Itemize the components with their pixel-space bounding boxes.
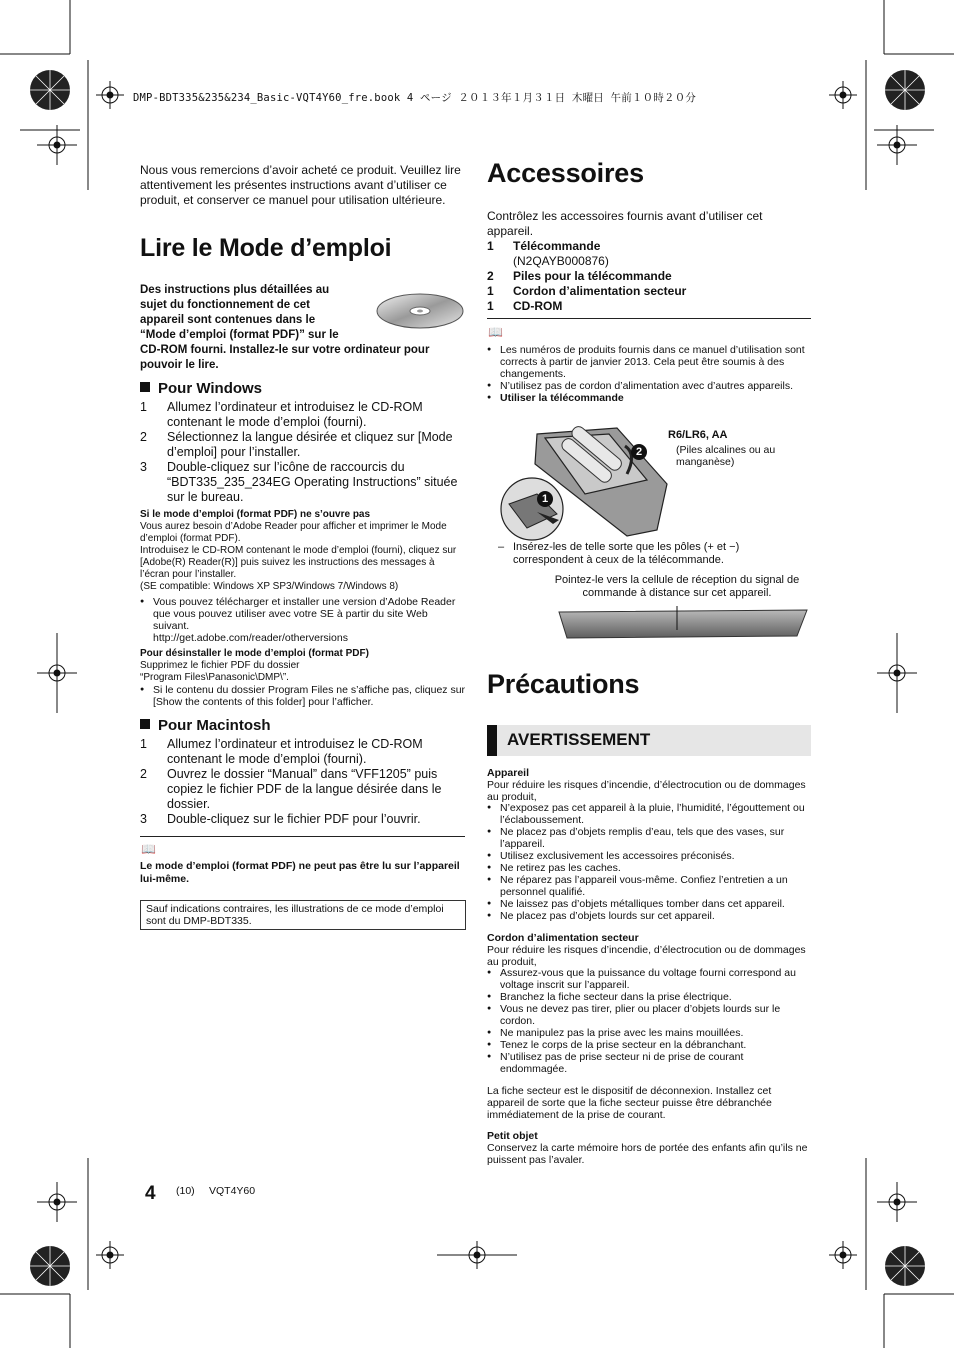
uninstall-bullets	[140, 684, 466, 708]
divider	[140, 836, 465, 837]
appareil-bullets	[487, 802, 811, 922]
list-item: 1 Allumez l’ordinateur et introduisez le CD-ROM contenant le mode d’emploi (fourni).	[140, 737, 423, 766]
doc-code: VQT4Y60	[209, 1185, 256, 1197]
list-item: ● Si le contenu du dossier Program Files ne s’affiche pas, cliquez sur [Show the contents of this folder] pour l’afficher.	[140, 684, 466, 708]
list-item: ● Vous ne devez pas tirer, plier ou placer d’objets lourds sur le cordon.	[487, 1003, 811, 1027]
precautions-title: Précautions	[487, 669, 640, 699]
pdf-fail-bullets	[140, 596, 466, 644]
list-item: ● Utiliser la télécommande	[487, 392, 811, 404]
appareil-section: Appareil Pour réduire les risques d’incendie, d’électrocution ou de dommages au produit,	[487, 767, 806, 803]
cordon-section: Cordon d’alimentation secteur Pour réduire les risques d’incendie, d’électrocution ou de dommages au produit,	[487, 932, 806, 968]
player-illustration	[557, 606, 809, 642]
list-item: ● Assurez-vous que la puissance du voltage fourni correspond au voltage inscrit sur l’appareil.	[487, 967, 811, 991]
list-item: 3 Double-cliquez sur l’icône de raccourcis du “BDT335_235_234EG Operating Instructions” située sur le bureau.	[140, 460, 458, 504]
adobe-url: http://get.adobe.com/reader/otherversions	[153, 632, 348, 644]
list-item: 1 Cordon d’alimentation secteur	[487, 284, 687, 298]
list-item: ● Ne manipulez pas la prise avec les mains mouillées.	[487, 1027, 811, 1039]
pour-windows-heading: Pour Windows	[140, 380, 262, 398]
note-icon: 📖	[488, 325, 503, 339]
list-item: ● N’utilisez pas de prise secteur ni de prise de courant endommagée.	[487, 1051, 811, 1075]
list-item: 3 Double-cliquez sur le fichier PDF pour l’ouvrir.	[140, 812, 421, 826]
windows-steps	[140, 400, 466, 505]
cordon-bullets	[487, 967, 811, 1075]
accessories-notes	[487, 344, 811, 404]
remote-battery-illustration	[497, 424, 677, 542]
list-item: ● N’exposez pas cet appareil à la pluie, l’humidité, l’égouttement ou l’éclaboussement.	[487, 802, 811, 826]
accessories-list	[487, 239, 811, 314]
list-item: 1 Allumez l’ordinateur et introduisez le CD-ROM contenant le mode d’emploi (fourni).	[140, 400, 423, 429]
list-item: ● Vous pouvez télécharger et installer une version d’Adobe Reader que vous pouvez utiliser avec votre SE à partir du site Web suivant. http://get.adobe.com/reader/otherversions	[140, 596, 466, 644]
petit-objet-section: Petit objet Conservez la carte mémoire hors de portée des enfants afin qu’ils ne puissent pas l’avaler.	[487, 1130, 808, 1166]
list-item: ● Tenez le corps de la prise secteur en la débranchant.	[487, 1039, 811, 1051]
step-2-label: 2	[635, 446, 643, 458]
list-item: ● Ne réparez pas l’appareil vous-même. Confiez l’entretien a un personnel qualifié.	[487, 874, 811, 898]
uninstall-section: Pour désinstaller le mode d’emploi (format PDF) Supprimez le fichier PDF du dossier “Program Files\Panasonic\DMP\”.	[140, 648, 369, 683]
list-item: 1 Télécommande (N2QAYB000876)	[487, 239, 609, 268]
insert-note: – Insérez-les de telle sorte que les pôles (+ et −) correspondent à ceux de la télécommande.	[498, 541, 740, 566]
accessoires-title: Accessoires	[487, 158, 644, 188]
cd-rom-icon	[376, 292, 464, 330]
list-item: ● Ne laissez pas d’objets métalliques tomber dans cet appareil.	[487, 898, 811, 910]
list-item: ● Ne placez pas d’objets remplis d’eau, tels que des vases, sur l’appareil.	[487, 826, 811, 850]
illustration-note-box: Sauf indications contraires, les illustrations de ce mode d’emploi sont du DMP-BDT335.	[140, 900, 466, 930]
pdf-fail-section: Si le mode d’emploi (format PDF) ne s’ouvre pas Vous aurez besoin d’Adobe Reader pour afficher et imprimer le Mode d’emploi (format PDF). Introduisez le CD-ROM contenant le mode d’emploi (fourni), cliquez sur [Adobe(R) Reader(R)] puis suivez les instructions des messages à l’écran pour l’installer. (SE compatible: Windows XP SP3/Windows 7/Windows 8)	[140, 509, 457, 592]
cordon-after: La fiche secteur est le dispositif de déconnexion. Installez cet appareil de sorte que la fiche secteur puisse être débranchée immédiatement de la prise de courant.	[487, 1085, 772, 1121]
battery-label: R6/LR6, AA	[668, 429, 728, 441]
list-item: 1 CD-ROM	[487, 299, 563, 313]
step-1-label: 1	[541, 493, 549, 505]
list-item: 2 Piles pour la télécommande	[487, 269, 672, 283]
list-item: ● N’utilisez pas de cordon d’alimentation avec d’autres appareils.	[487, 380, 811, 392]
point-note: Pointez-le vers la cellule de réception du signal de commande à distance sur cet appareil.	[554, 574, 800, 599]
divider	[487, 318, 811, 319]
mac-steps	[140, 737, 466, 827]
accessoires-intro: Contrôlez les accessoires fournis avant d’utiliser cet appareil.	[487, 209, 763, 238]
page-sub: (10)	[176, 1185, 195, 1197]
avertissement-banner: AVERTISSEMENT	[487, 725, 811, 756]
pour-macintosh-heading: Pour Macintosh	[140, 717, 271, 735]
list-item: ● Les numéros de produits fournis dans ce manuel d’utilisation sont corrects à partir de janvier 2013. Cela peut être soumis à des changements.	[487, 344, 811, 380]
lire-bold-text: Des instructions plus détaillées au sujet du fonctionnement de cet appareil sont contenues dans le “Mode d’emploi (format PDF)” sur le CD-ROM fourni. Installez-le sur votre ordinateur pour pouvoir le lire.	[140, 284, 430, 371]
list-item: ● Ne placez pas d’objets lourds sur cet appareil.	[487, 910, 811, 922]
note-icon: 📖	[141, 842, 156, 856]
lire-title: Lire le Mode d’emploi	[140, 234, 392, 262]
list-item: 2 Ouvrez le dossier “Manual” dans “VFF1205” puis copiez le fichier PDF de la langue désirée dans le dossier.	[140, 767, 442, 811]
list-item: ● Ne retirez pas les caches.	[487, 862, 811, 874]
note-bold: Le mode d’emploi (format PDF) ne peut pas être lu sur l’appareil lui-même.	[140, 860, 460, 885]
intro-text: Nous vous remercions d’avoir acheté ce produit. Veuillez lire attentivement les présentes instructions avant d’utiliser ce produit, et conserver ce manuel pour utilisation ultérieure.	[140, 163, 461, 207]
list-item: ● Utilisez exclusivement les accessoires préconisés.	[487, 850, 811, 862]
page-number: 4	[145, 1183, 156, 1204]
list-item: 2 Sélectionnez la langue désirée et cliquez sur [Mode d’emploi] pour l’installer.	[140, 430, 453, 459]
list-item: ● Branchez la fiche secteur dans la prise électrique.	[487, 991, 811, 1003]
file-header: DMP-BDT335&235&234_Basic-VQT4Y60_fre.book 4 ページ ２０１３年１月３１日 木曜日 午前１０時２０分	[133, 92, 697, 104]
battery-sub: (Piles alcalines ou au manganèse)	[676, 444, 776, 468]
